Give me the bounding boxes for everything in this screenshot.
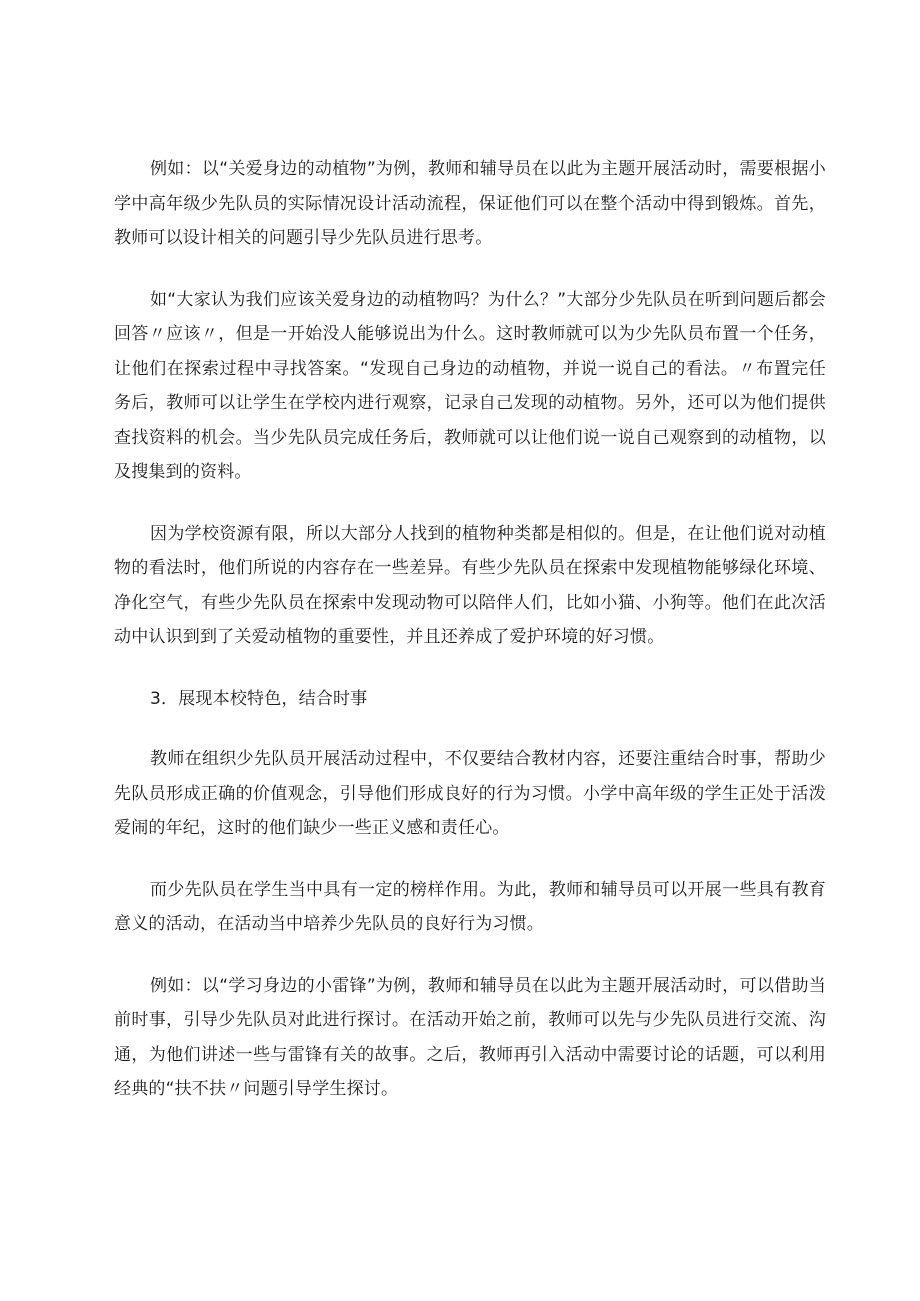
paragraph-example-lei-feng: 例如：以“学习身边的小雷锋”为例，教师和辅导员在以此为主题开展活动时，可以借助当前时事，引导少先队员对此进行探讨。在活动开始之前，教师可以先与少先队员进行交流、沟通，为他们讲述一些与雷锋有关的故事。之后，教师再引入活动中需要讨论的话题，可以利用经典的“扶不扶〃问题引导学生探讨。 bbox=[114, 975, 826, 1099]
document-body bbox=[114, 152, 826, 1107]
paragraph-role-model: 而少先队员在学生当中具有一定的榜样作用。为此，教师和辅导员可以开展一些具有教育意义的活动，在活动当中培养少先队员的良好行为习惯。 bbox=[114, 879, 826, 934]
paragraph-example-animals-plants: 例如：以“关爱身边的动植物”为例，教师和辅导员在以此为主题开展活动时，需要根据小学中高年级少先队员的实际情况设计活动流程，保证他们可以在整个活动中得到锻炼。首先，教师可以设计相关的问题引导少先队员进行思考。 bbox=[114, 159, 826, 248]
paragraph-school-resources: 因为学校资源有限，所以大部分人找到的植物种类都是相似的。但是，在让他们说对动植物的看法时，他们所说的内容存在一些差异。有些少先队员在探索中发现植物能够绿化环境、净化空气，有些少先队员在探索中发现动物可以陪伴人们，比如小猫、小狗等。他们在此次活动中认识到到了关爱动植物的重要性，并且还养成了爱护环境的好习惯。 bbox=[114, 523, 826, 647]
paragraph-current-affairs: 教师在组织少先队员开展活动过程中，不仅要结合教材内容，还要注重结合时事，帮助少先队员形成正确的价值观念，引导他们形成良好的行为习惯。小学中高年级的学生正处于活泼爱闹的年纪，这时的他们缺少一些正义感和责任心。 bbox=[114, 749, 826, 838]
section-heading: 3．展现本校特色，结合时事 bbox=[150, 688, 368, 709]
paragraph-question-task: 如“大家认为我们应该关爱身边的动植物吗？为什么？”大部分少先队员在听到问题后都会回答〃应该〃，但是一开始没人能够说出为什么。这时教师就可以为少先队员布置一个任务，让他们在探索过程中寻找答案。“发现自己身边的动植物，并说一说自己的看法。〃布置完任务后，教师可以让学生在学校内进行观察，记录自己发现的动植物。另外，还可以为他们提供查找资料的机会。当少先队员完成任务后，教师就可以让他们说一说自己观察到的动植物，以及搜集到的资料。 bbox=[114, 289, 826, 482]
